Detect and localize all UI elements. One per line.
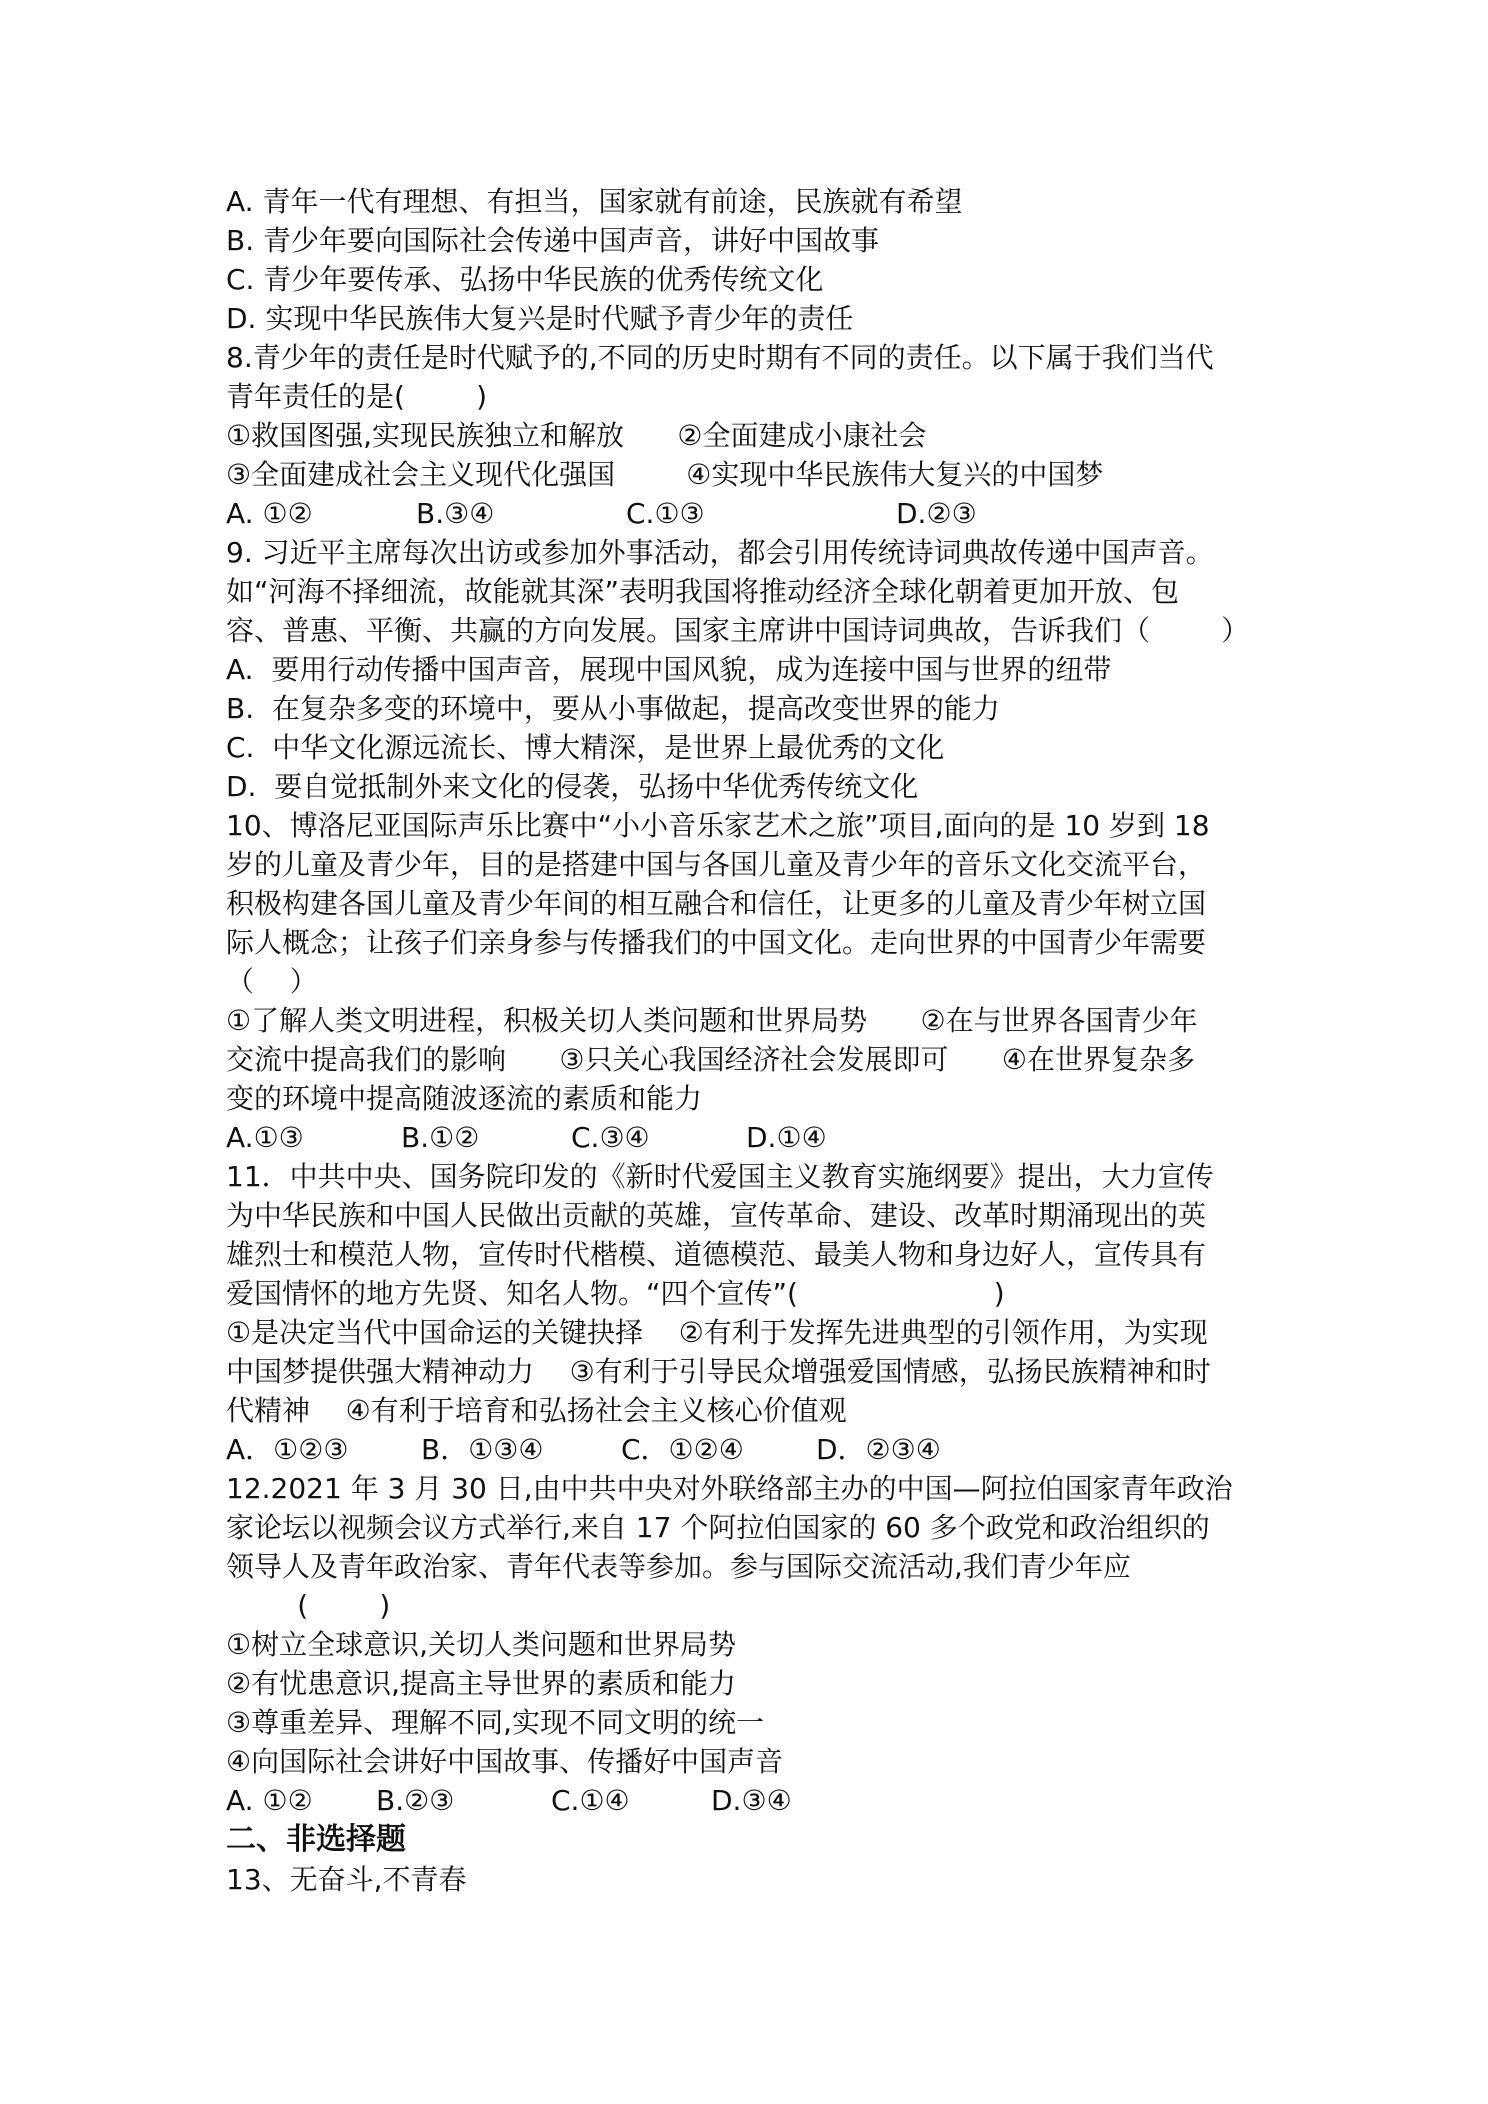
answer-choice: B．①③④ xyxy=(421,1433,544,1466)
answer-choice: A．①②③ xyxy=(226,1433,349,1466)
q10-stem-line-3: 积极构建各国儿童及青少年间的相互融合和信任，让更多的儿童及青少年树立国 xyxy=(226,887,1207,920)
answer-choice: C.③④ xyxy=(571,1121,650,1154)
q9-option-a: A. 要用行动传播中国声音，展现中国风貌，成为连接中国与世界的纽带 xyxy=(226,653,1112,686)
q11-answer-choices xyxy=(226,1430,1276,1469)
q11-stem-line-1: 11．中共中央、国务院印发的《新时代爱国主义教育实施纲要》提出，大力宣传 xyxy=(226,1160,1214,1193)
q10-statements-line-2: 交流中提高我们的影响 ③只关心我国经济社会发展即可 ④在世界复杂多 xyxy=(226,1043,1196,1076)
q11-statements-line-1: ①是决定当代中国命运的关键抉择 ②有利于发挥先进典型的引领作用，为实现 xyxy=(226,1316,1208,1349)
q13-stem: 13、无奋斗,不青春 xyxy=(226,1863,467,1896)
q12-answer-choices xyxy=(226,1781,1276,1820)
q8-statements-line-1: ①救国图强,实现民族独立和解放 ②全面建成小康社会 xyxy=(226,419,927,452)
q9-stem-line-2: 如“河海不择细流，故能就其深”表明我国将推动经济全球化朝着更加开放、包 xyxy=(226,575,1180,608)
q11-stem-line-2: 为中华民族和中国人民做出贡献的英雄，宣传革命、建设、改革时期涌现出的英 xyxy=(226,1199,1207,1232)
q12-stem-line-2: 家论坛以视频会议方式举行,来自 17 个阿拉伯国家的 60 多个政党和政治组织的 xyxy=(226,1511,1210,1544)
q8-stem-line-2: 青年责任的是( ) xyxy=(226,380,488,413)
answer-choice: A. ①② xyxy=(226,1784,313,1817)
answer-choice: B.②③ xyxy=(376,1784,455,1817)
q8-statements-line-2: ③全面建成社会主义现代化强国 ④实现中华民族伟大复兴的中国梦 xyxy=(226,458,1104,491)
answer-choice: D．②③④ xyxy=(816,1433,941,1466)
q10-statements-line-1: ①了解人类文明进程，积极关切人类问题和世界局势 ②在与世界各国青少年 xyxy=(226,1004,1198,1037)
q9-option-b: B. 在复杂多变的环境中，要从小事做起，提高改变世界的能力 xyxy=(226,692,1000,725)
q10-answer-choices xyxy=(226,1118,1276,1157)
answer-choice: B.③④ xyxy=(416,497,495,530)
answer-choice: C.①④ xyxy=(551,1784,630,1817)
q10-stem-line-1: 10、博洛尼亚国际声乐比赛中“小小音乐家艺术之旅”项目,面向的是 10 岁到 18 xyxy=(226,809,1210,842)
q10-statements-line-3: 变的环境中提高随波逐流的素质和能力 xyxy=(226,1082,703,1115)
q9-option-d: D. 要自觉抵制外来文化的侵袭，弘扬中华优秀传统文化 xyxy=(226,770,919,803)
section-heading-non-choice: 二、非选择题 xyxy=(226,1822,406,1857)
q8-answer-choices xyxy=(226,494,1276,533)
q10-stem-line-2: 岁的儿童及青少年，目的是搭建中国与各国儿童及青少年的音乐文化交流平台， xyxy=(226,848,1207,881)
answer-choice: C.①③ xyxy=(626,497,705,530)
q7-option-a: A. 青年一代有理想、有担当，国家就有前途，民族就有希望 xyxy=(226,185,963,218)
exam-page xyxy=(226,182,1276,1899)
answer-choice: D.②③ xyxy=(896,497,977,530)
q12-statement-1: ①树立全球意识,关切人类问题和世界局势 xyxy=(226,1628,737,1661)
q12-statement-2: ②有忧患意识,提高主导世界的素质和能力 xyxy=(226,1667,737,1700)
q7-option-d: D. 实现中华民族伟大复兴是时代赋予青少年的责任 xyxy=(226,302,854,335)
q9-option-c: C. 中华文化源远流长、博大精深，是世界上最优秀的文化 xyxy=(226,731,945,764)
answer-choice: A.①③ xyxy=(226,1121,304,1154)
q10-stem-line-5: （ ） xyxy=(226,965,318,998)
q11-stem-line-4: 爱国情怀的地方先贤、知名人物。“四个宣传”( ) xyxy=(226,1277,1005,1310)
q8-stem-line-1: 8.青少年的责任是时代赋予的,不同的历史时期有不同的责任。以下属于我们当代 xyxy=(226,341,1214,374)
answer-choice: C．①②④ xyxy=(621,1433,744,1466)
q12-statement-4: ④向国际社会讲好中国故事、传播好中国声音 xyxy=(226,1745,784,1778)
q11-statements-line-3: 代精神 ④有利于培育和弘扬社会主义核心价值观 xyxy=(226,1394,847,1427)
answer-choice: A. ①② xyxy=(226,497,313,530)
q12-stem-line-3: 领导人及青年政治家、青年代表等参加。参与国际交流活动,我们青少年应 xyxy=(226,1550,1131,1583)
q9-stem-line-3: 容、普惠、平衡、共赢的方向发展。国家主席讲中国诗词典故，告诉我们（ ） xyxy=(226,614,1250,647)
q11-stem-line-3: 雄烈士和模范人物，宣传时代楷模、道德模范、最美人物和身边好人，宣传具有 xyxy=(226,1238,1207,1271)
answer-choice: D.①④ xyxy=(746,1121,827,1154)
q7-option-c: C. 青少年要传承、弘扬中华民族的优秀传统文化 xyxy=(226,263,824,296)
q12-stem-line-4: ( ) xyxy=(226,1589,391,1622)
q11-statements-line-2: 中国梦提供强大精神动力 ③有利于引导民众增强爱国情感，弘扬民族精神和时 xyxy=(226,1355,1211,1388)
q9-stem-line-1: 9. 习近平主席每次出访或参加外事活动，都会引用传统诗词典故传递中国声音。 xyxy=(226,536,1214,569)
q7-option-b: B. 青少年要向国际社会传递中国声音，讲好中国故事 xyxy=(226,224,880,257)
answer-choice: D.③④ xyxy=(711,1784,792,1817)
q10-stem-line-4: 际人概念；让孩子们亲身参与传播我们的中国文化。走向世界的中国青少年需要 xyxy=(226,926,1207,959)
answer-choice: B.①② xyxy=(401,1121,480,1154)
q12-statement-3: ③尊重差异、理解不同,实现不同文明的统一 xyxy=(226,1706,765,1739)
q12-stem-line-1: 12.2021 年 3 月 30 日,由中共中央对外联络部主办的中国—阿拉伯国家青年政治 xyxy=(226,1472,1233,1505)
